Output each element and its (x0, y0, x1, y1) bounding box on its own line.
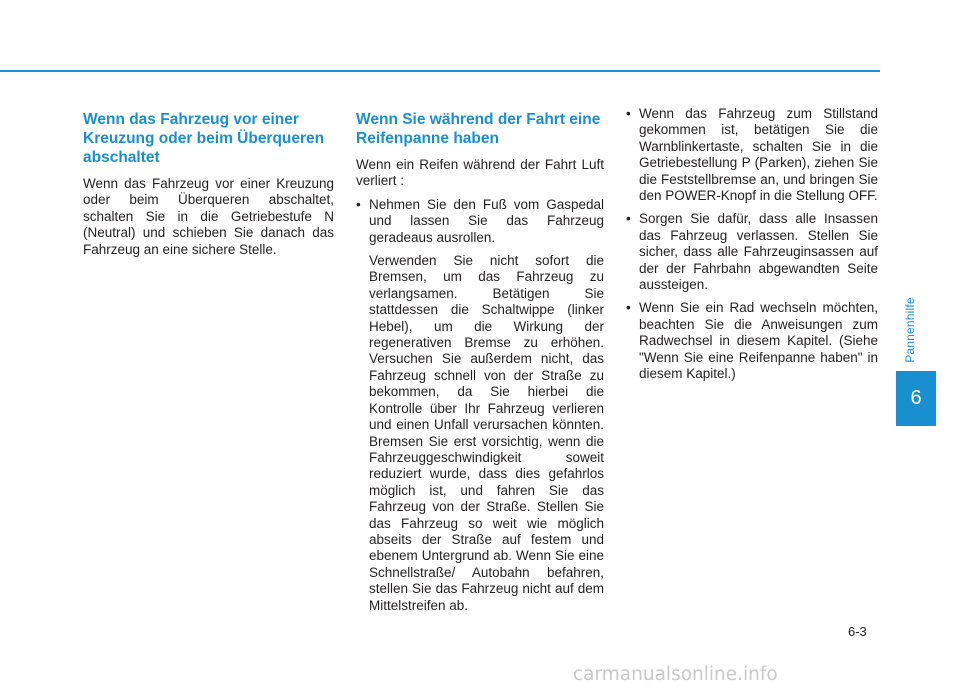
list-item (626, 211, 878, 293)
bullet-icon: • (626, 211, 631, 227)
section-heading-crossing: Wenn das Fahrzeug vor einer Kreuzung oder beim Überqueren abschaltet (83, 111, 325, 166)
list-item-detail: Verwenden Sie nicht sofort die Bremsen, um das Fahrzeug zu verlangsamen. Betätigen Sie stattdessen die Schaltwippe (linker Hebel), um die Wirkung der regenerativen Bremse zu erhöhen. Versuchen Sie außerdem nicht, das Fahrzeug schnell von der Straße zu bekommen, da Sie hierbei die Kontrolle über Ihr Fahrzeug verlieren und einen Unfall verursachen könnten. Bremsen Sie erst vorsichtig, wenn die Fahrzeuggeschwindigkeit soweit reduziert wurde, dass dies gefahrlos möglich ist, und fahren Sie das Fahrzeug von der Straße. Stellen Sie das Fahrzeug so weit wie möglich abseits der Straße auf festem und ebenem Untergrund ab. Wenn Sie eine Schnellstraße/ Autobahn befahren, stellen Sie das Fahrzeug nicht auf dem Mittelstreifen ab. (369, 253, 604, 613)
list-item-text: Wenn Sie ein Rad wechseln möchten, beachten Sie die Anweisungen zum Radwechsel in diesem Kapitel. (Siehe "Wenn Sie eine Reifenpanne haben" in diesem Kapitel.) (639, 300, 878, 382)
bullet-icon: • (356, 196, 361, 212)
column-middle (356, 110, 604, 614)
column-left (83, 110, 334, 258)
chapter-number: 6 (910, 387, 922, 409)
section-side-label (896, 290, 924, 370)
page-number: 6-3 (848, 624, 867, 639)
list-item-text: Wenn das Fahrzeug zum Stillstand gekommen ist, betätigen Sie die Warnblinkertaste, schalten Sie in die Getriebestellung P (Parken), ziehen Sie die Feststellbremse an, und bringen Sie den POWER-Knopf in die Stellung OFF. (639, 106, 878, 204)
bullet-list-right (626, 106, 878, 383)
list-item-text: Sorgen Sie dafür, dass alle Insassen das Fahrzeug verlassen. Stellen Sie sicher, dass alle Fahrzeuginsassen auf der der Fahrbahn abgewandten Seite aussteigen. (639, 211, 878, 293)
list-item (626, 106, 878, 204)
section-side-label-text: Pannenhilfe (903, 297, 917, 363)
paragraph-crossing: Wenn das Fahrzeug vor einer Kreuzung oder beim Überqueren abschaltet, schalten Sie in die Getriebestufe N (Neutral) und schieben Sie danach das Fahrzeug an eine sichere Stelle. (83, 176, 334, 257)
paragraph-intro: Wenn ein Reifen während der Fahrt Luft verliert : (356, 157, 604, 189)
bullet-list-middle (356, 197, 604, 614)
chapter-tab (896, 371, 936, 426)
header-rule (0, 70, 880, 72)
watermark: carmanualsonline.info (573, 664, 778, 685)
bullet-icon: • (626, 106, 631, 121)
bullet-icon: • (626, 300, 631, 316)
section-heading-flat-tire: Wenn Sie während der Fahrt eine Reifenpanne haben (356, 111, 601, 147)
list-item (626, 300, 878, 382)
list-item (356, 197, 604, 614)
column-right (626, 106, 878, 383)
list-item-text: Nehmen Sie den Fuß vom Gaspedal und lassen Sie das Fahrzeug geradeaus ausrollen. (369, 196, 604, 245)
